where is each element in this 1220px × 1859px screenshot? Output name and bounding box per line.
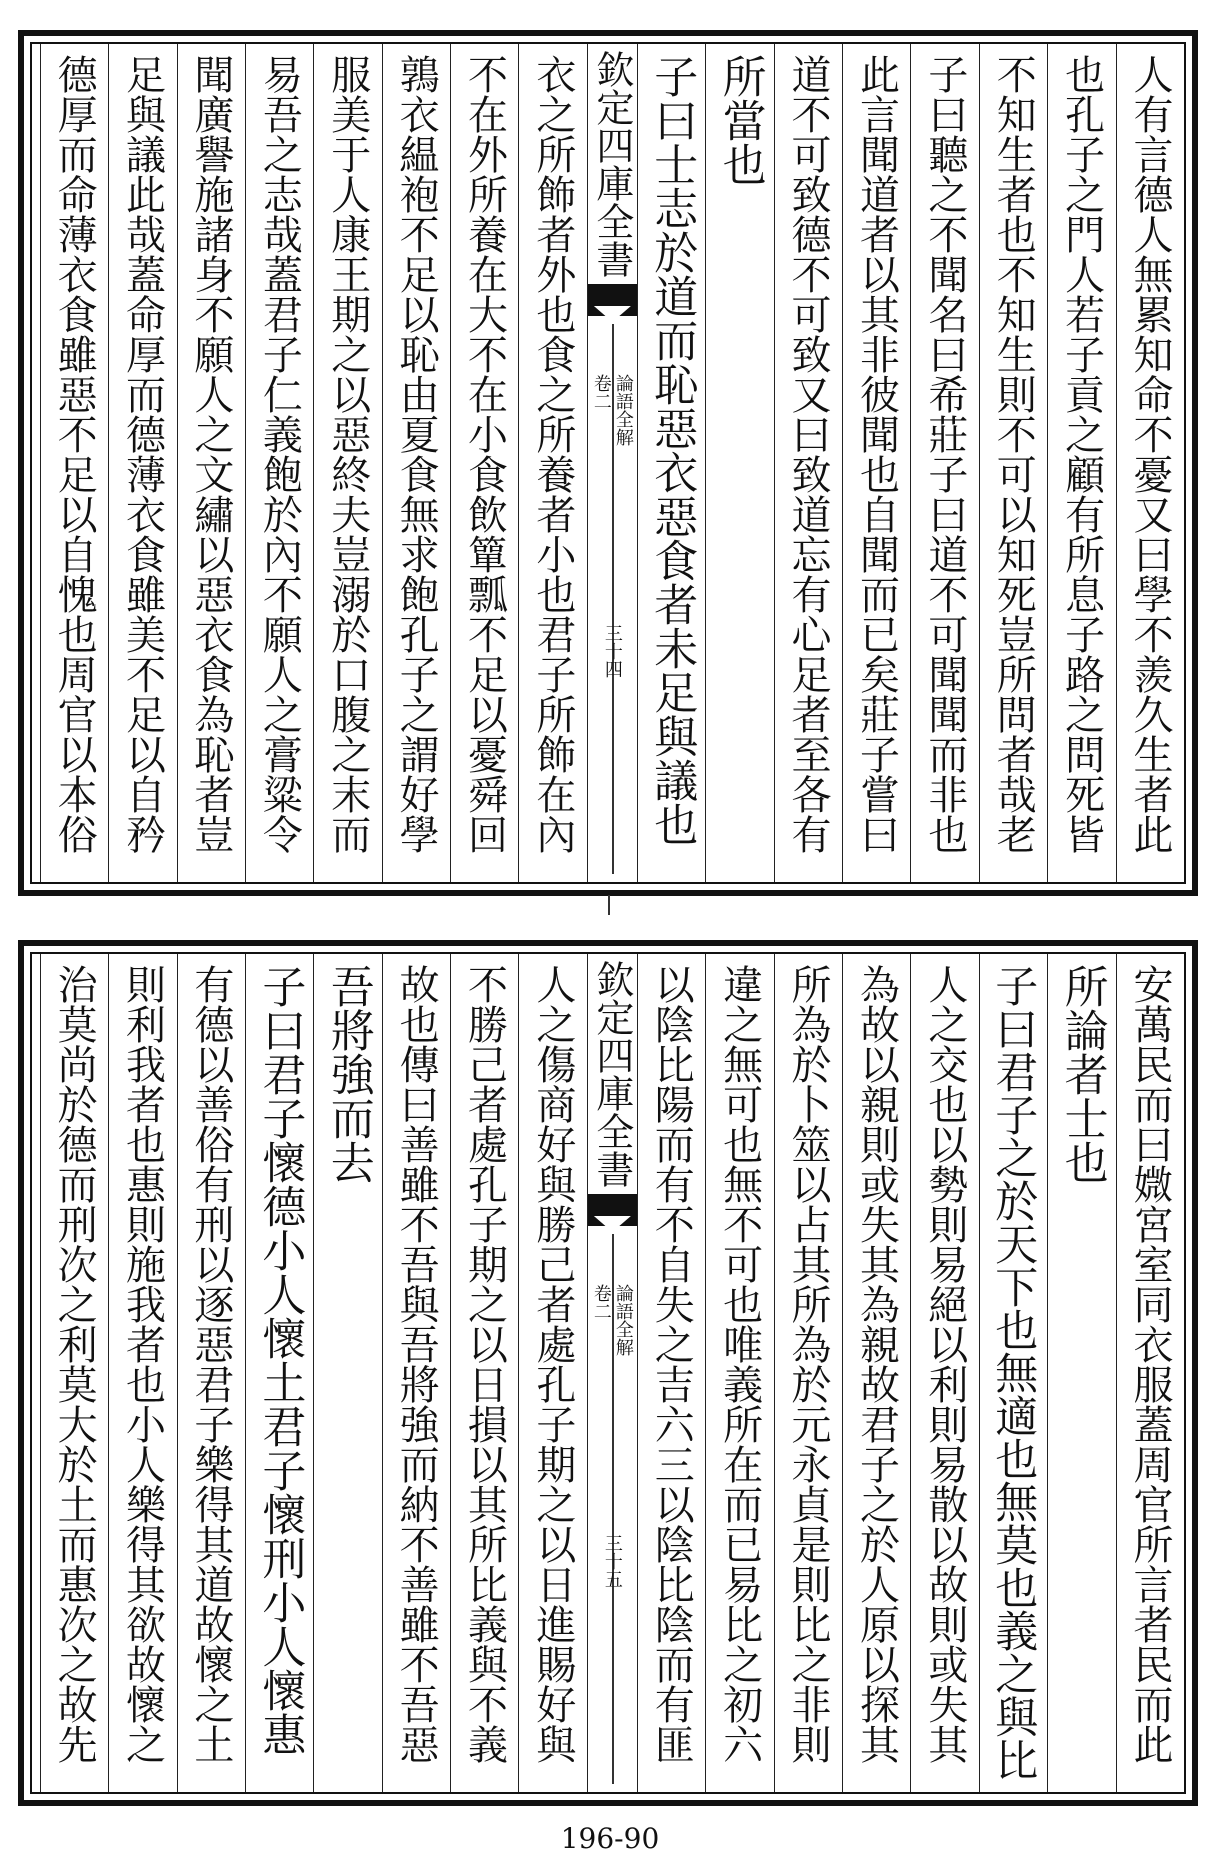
column-text: 所當也 (714, 54, 766, 186)
text-column (979, 954, 1047, 1792)
column-text: 所論者士也 (1056, 964, 1108, 1184)
text-column (842, 954, 910, 1792)
text-column (637, 44, 705, 882)
text-column (705, 954, 773, 1792)
column-text: 道不可致德不可致又曰致道忘有心足者至各有 (785, 54, 832, 854)
text-column (177, 44, 245, 882)
column-text: 違之無可也無不可也唯義所在而已易比之初六 (716, 964, 763, 1764)
spine-title: 欽定四庫全書 (589, 960, 634, 1188)
column-text: 子曰聽之不聞名曰希莊子曰道不可聞聞而非也 (921, 54, 968, 854)
text-column (1116, 44, 1184, 882)
center-spine (587, 954, 637, 1792)
column-text: 子曰士志於道而恥惡衣惡食者未足與議也 (646, 54, 698, 846)
column-text: 治莫尚於德而刑次之利莫大於土而惠次之故先 (51, 964, 98, 1764)
column-text: 也孔子之門人若子貢之顧有所息子路之問死皆 (1058, 54, 1105, 854)
text-column (637, 954, 705, 1792)
text-column (1047, 44, 1115, 882)
page-number: 196-90 (560, 1822, 660, 1855)
text-column (245, 954, 313, 1792)
column-text: 鶉衣緼袍不足以恥由夏食無求飽孔子之謂好學 (393, 54, 440, 854)
text-column (450, 954, 518, 1792)
text-column (108, 954, 176, 1792)
spine-book-title: 論語全解 (612, 1284, 634, 1356)
text-column (705, 44, 773, 882)
text-column (518, 44, 586, 882)
column-text: 人之交也以勢則易絕以利則易散以故則或失其 (921, 964, 968, 1764)
column-text: 人有言德人無累知命不憂又曰學不羨久生者此 (1127, 54, 1173, 854)
column-text: 有德以善俗有刑以逐惡君子樂得其道故懷之土 (187, 964, 234, 1764)
column-text: 子曰君子懷德小人懷土君子懷刑小人懷惠 (254, 964, 306, 1756)
text-column (910, 44, 978, 882)
upper-page-columns (30, 42, 1186, 884)
column-text: 故也傳曰善雖不吾與吾將強而納不善雖不吾惡 (393, 964, 440, 1764)
text-column (40, 44, 108, 882)
column-text: 不在外所養在大不在小食飲簞瓢不足以憂舜回 (461, 54, 508, 854)
text-column (177, 954, 245, 1792)
lower-page (18, 940, 1198, 1806)
spine-folio: 三十五 (601, 1534, 623, 1588)
spine-book-title: 論語全解 (612, 374, 634, 446)
lower-page-columns (30, 952, 1186, 1794)
column-text: 聞廣譽施諸身不願人之文繡以惡衣食為恥者豈 (187, 54, 234, 854)
text-column (774, 44, 842, 882)
column-text: 人之傷商好與勝己者處孔子期之以日進賜好與 (529, 964, 576, 1764)
column-text: 所為於卜筮以占其所為於元永貞是則比之非則 (785, 964, 832, 1764)
text-column (1116, 954, 1184, 1792)
upper-page (18, 30, 1198, 896)
text-column (910, 954, 978, 1792)
text-column (518, 954, 586, 1792)
column-text: 足與議此哉蓋命厚而德薄衣食雖美不足以自矜 (119, 54, 166, 854)
text-column (450, 44, 518, 882)
text-column (382, 44, 450, 882)
text-column (108, 44, 176, 882)
column-text: 衣之所飾者外也食之所養者小也君子所飾在內 (529, 54, 576, 854)
column-text: 為故以親則或失其為親故君子之於人原以探其 (853, 964, 900, 1764)
column-text: 此言聞道者以其非彼聞也自聞而已矣莊子嘗曰 (853, 54, 900, 854)
column-text: 以陰比陽而有不自失之吉六三以陰比陰而有匪 (648, 964, 695, 1764)
column-text: 不知生者也不知生則不可以知死豈所問者哉老 (990, 54, 1037, 854)
text-column (1047, 954, 1115, 1792)
spine-title: 欽定四庫全書 (589, 50, 634, 278)
text-column (842, 44, 910, 882)
text-column (979, 44, 1047, 882)
column-text: 吾將強而去 (322, 964, 374, 1184)
center-spine (587, 44, 637, 882)
column-text: 安萬民而曰媺宮室同衣服蓋周官所言者民而此 (1127, 964, 1173, 1764)
text-column (245, 44, 313, 882)
column-text: 則利我者也惠則施我者也小人樂得其欲故懷之 (119, 964, 166, 1764)
text-column (313, 954, 381, 1792)
column-text: 德厚而命薄衣食雖惡不足以自愧也周官以本俗 (51, 54, 98, 854)
text-column (313, 44, 381, 882)
text-column (40, 954, 108, 1792)
spine-folio: 三十四 (601, 624, 623, 678)
page-divider (608, 895, 610, 915)
column-text: 易吾之志哉蓋君子仁義飽於內不願人之膏粱令 (256, 54, 303, 854)
spine-volume: 卷二 (590, 1284, 612, 1320)
column-text: 服美于人康王期之以惡終夫豈溺於口腹之末而 (324, 54, 371, 854)
spine-volume: 卷二 (590, 374, 612, 410)
text-column (382, 954, 450, 1792)
column-text: 子曰君子之於天下也無適也無莫也義之與比 (988, 964, 1039, 1781)
column-text: 不勝己者處孔子期之以日損以其所比義與不義 (461, 964, 508, 1764)
text-column (774, 954, 842, 1792)
